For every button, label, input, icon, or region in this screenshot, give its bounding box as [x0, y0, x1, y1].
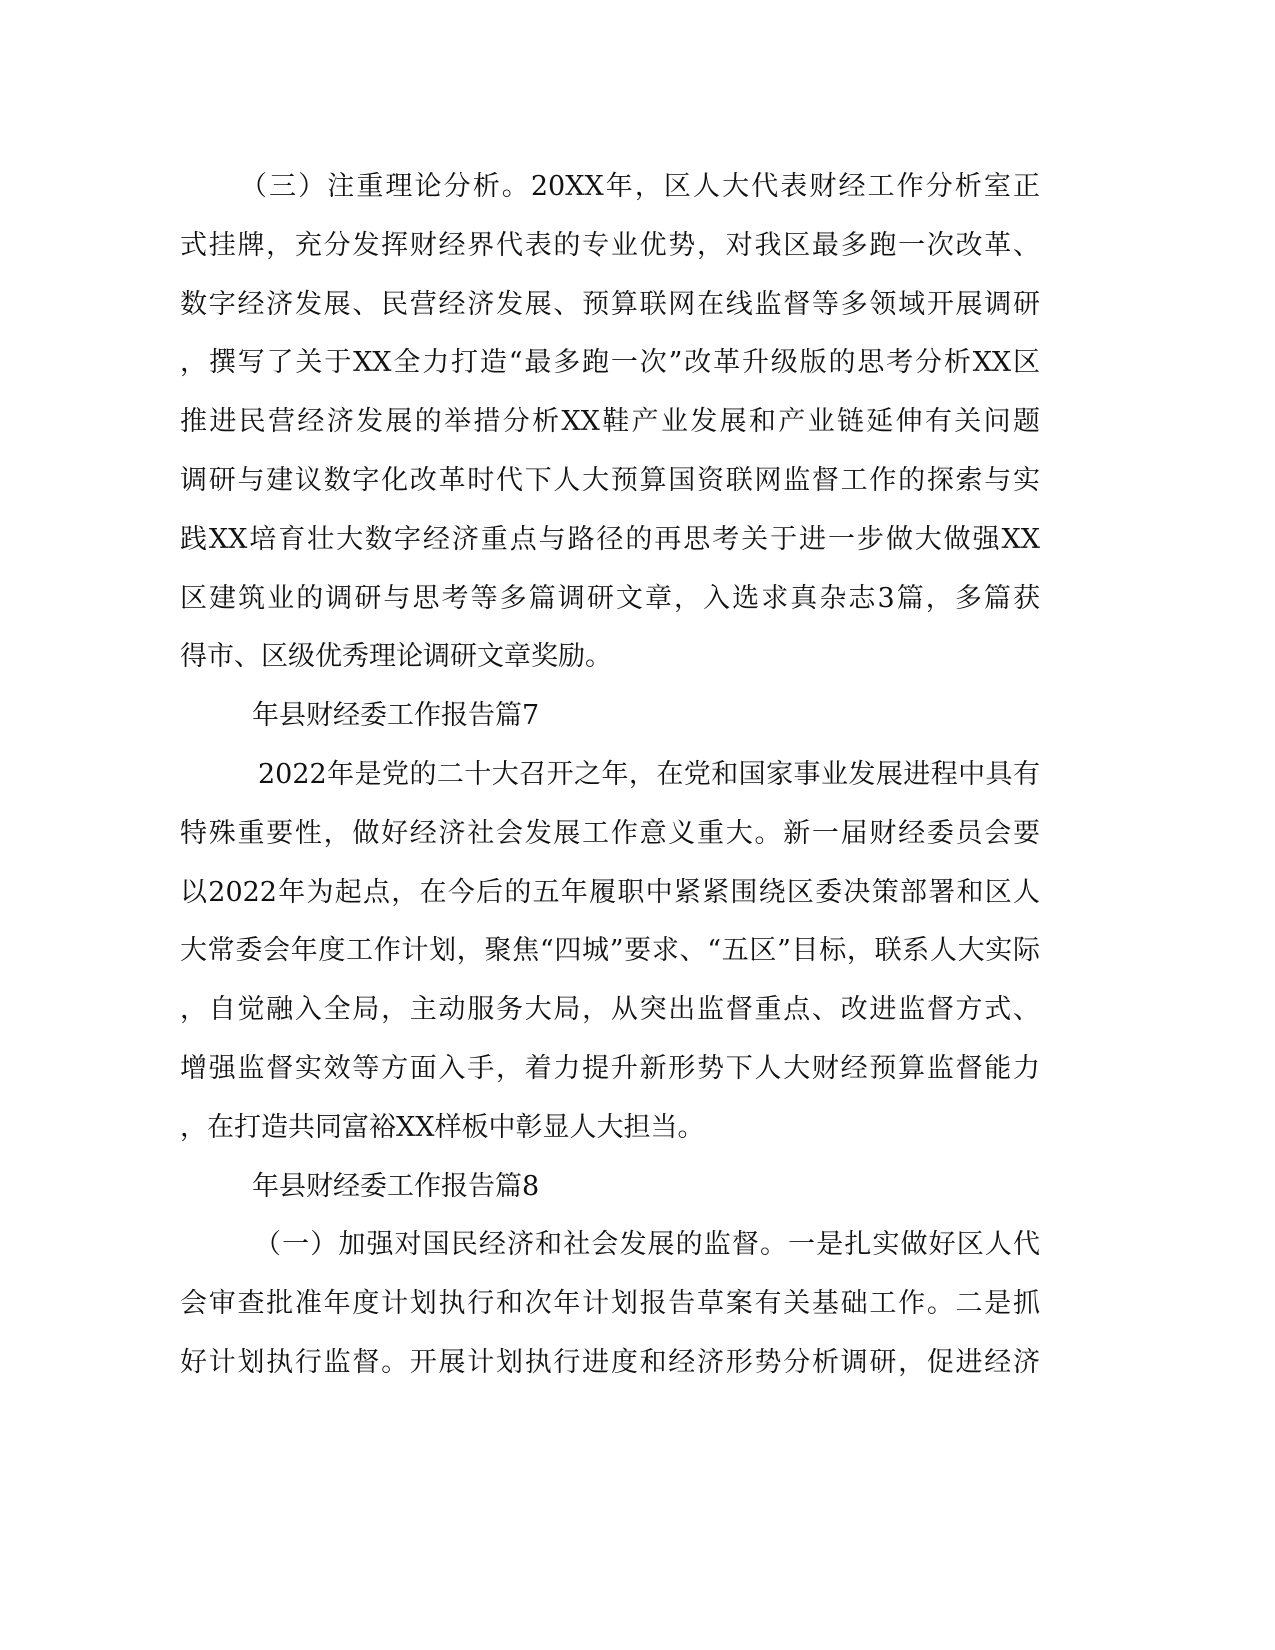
text-line: 得市、区级优秀理论调研文章奖励。 [180, 641, 612, 673]
text-line: 特殊重要性，做好经济社会发展工作意义重大。新一届财经委员会要 [180, 817, 1040, 849]
text-line: 调研与建议数字化改革时代下人大预算国资联网监督工作的探索与实 [180, 464, 1040, 496]
text-line: 2022年是党的二十大召开之年，在党和国家事业发展进程中具有 [258, 758, 1040, 790]
section-heading: 年县财经委工作报告篇8 [252, 1170, 540, 1202]
text-line: 区建筑业的调研与思考等多篇调研文章，入选求真杂志3篇，多篇获 [180, 582, 1040, 614]
text-line: 式挂牌，充分发挥财经界代表的专业优势，对我区最多跑一次改革、 [180, 229, 1040, 261]
text-line: ，在打造共同富裕XX样板中彰显人大担当。 [180, 1111, 705, 1143]
text-line: 会审查批准年度计划执行和次年计划报告草案有关基础工作。二是抓 [180, 1288, 1040, 1320]
text-line: 数字经济发展、民营经济发展、预算联网在线监督等多领域开展调研 [180, 288, 1040, 320]
text-line: 践XX培育壮大数字经济重点与路径的再思考关于进一步做大做强XX [180, 523, 1040, 555]
text-line: （三）注重理论分析。20XX年，区人大代表财经工作分析室正 [240, 171, 1040, 202]
text-line: （一）加强对国民经济和社会发展的监督。一是扎实做好区人代 [254, 1229, 1040, 1261]
text-line: 推进民营经济发展的举措分析XX鞋产业发展和产业链延伸有关问题 [180, 406, 1040, 438]
text-line: ，撰写了关于XX全力打造“最多跑一次”改革升级版的思考分析XX区 [180, 347, 1040, 379]
text-line: 增强监督实效等方面入手，着力提升新形势下人大财经预算监督能力 [180, 1052, 1040, 1084]
text-line: ，自觉融入全局，主动服务大局，从突出监督重点、改进监督方式、 [180, 994, 1040, 1026]
document-body [180, 158, 1040, 1393]
text-line: 大常委会年度工作计划，聚焦“四城”要求、“五区”目标，联系人大实际 [180, 935, 1040, 967]
text-line: 好计划执行监督。开展计划执行进度和经济形势分析调研，促进经济 [180, 1346, 1040, 1378]
text-line: 以2022年为起点，在今后的五年履职中紧紧围绕区委决策部署和区人 [180, 876, 1040, 908]
section-heading: 年县财经委工作报告篇7 [252, 700, 540, 732]
